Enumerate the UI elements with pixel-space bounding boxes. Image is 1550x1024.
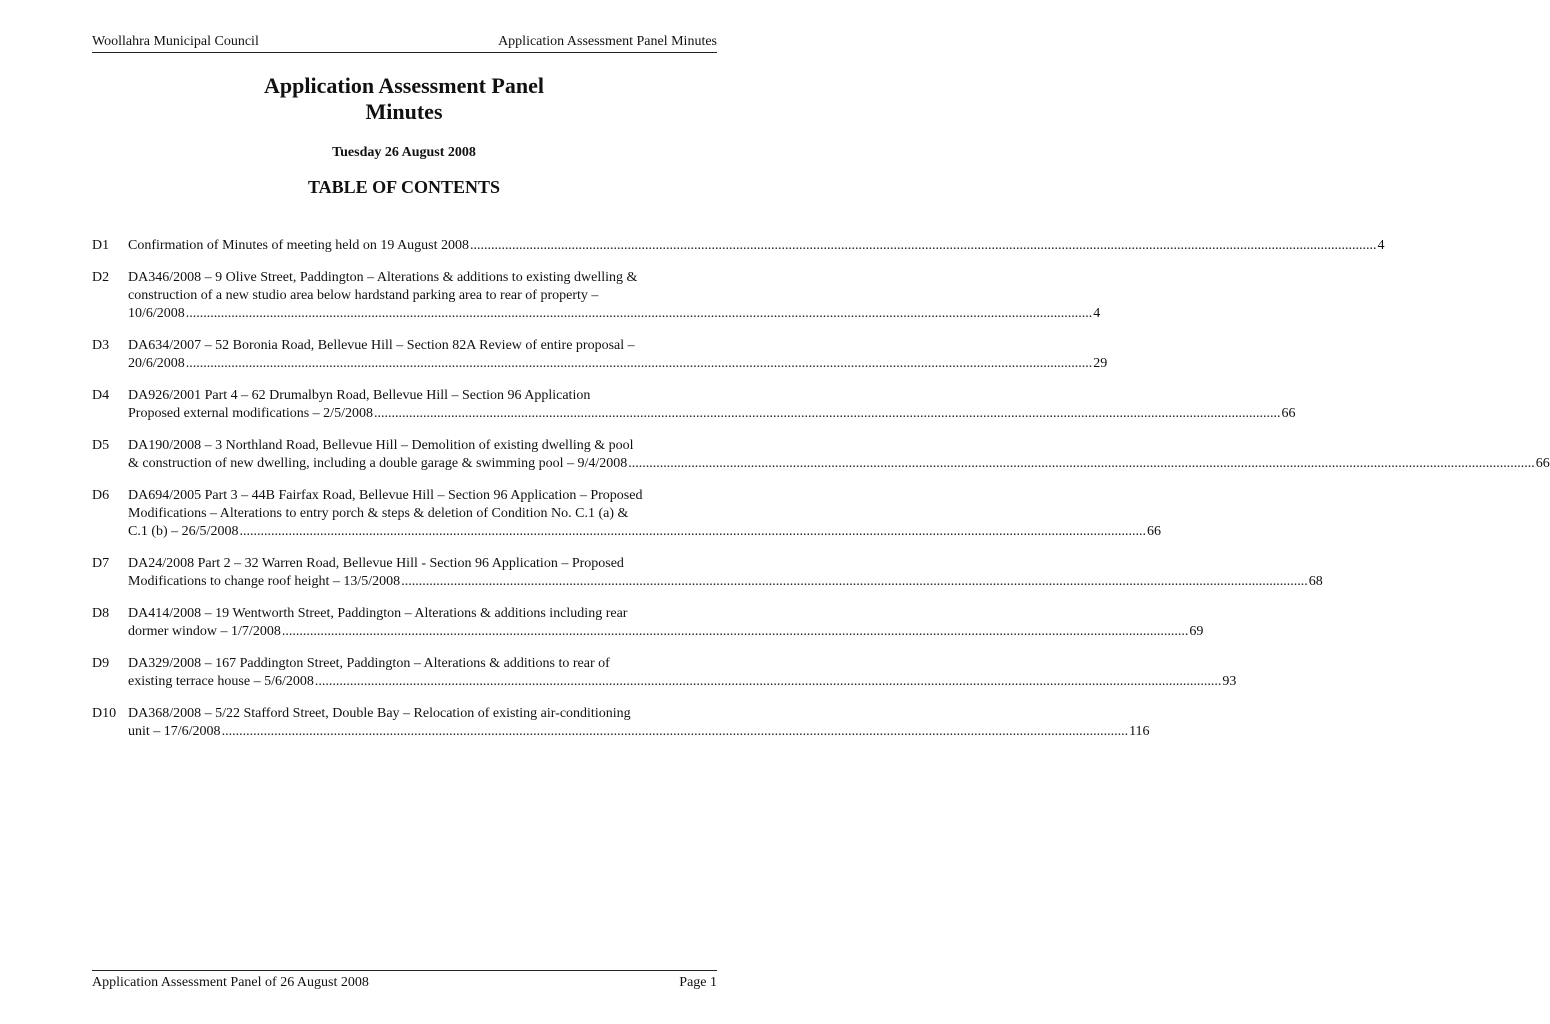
toc-entry[interactable] [92, 337, 1108, 373]
page-number: Page 1 [679, 975, 717, 990]
document-title [0, 73, 808, 125]
toc-entry[interactable] [92, 269, 1101, 323]
toc-entry-code: D10 [92, 706, 117, 721]
toc-entry-code: D8 [92, 606, 110, 621]
toc-entry-last-text: dormer window – 1/7/2008 [128, 624, 281, 639]
toc-entry-line: Modifications – Alterations to entry porch & steps & deletion of Condition No. C.1 (a) & [128, 506, 629, 521]
toc-entry-page-number: 93 [1222, 674, 1237, 689]
page-footer [92, 970, 717, 991]
dot-leader [628, 455, 1535, 473]
toc-entry-line: DA346/2008 – 9 Olive Street, Paddington – Alterations & additions to existing dwelling & [128, 270, 638, 285]
toc-entry-last-line [128, 455, 1550, 473]
toc-entry-line: DA190/2008 – 3 Northland Road, Bellevue Hill – Demolition of existing dwelling & pool [128, 438, 634, 453]
header-document-title: Application Assessment Panel Minutes [498, 34, 717, 49]
dot-leader [222, 723, 1129, 741]
toc-entry-code: D9 [92, 656, 110, 671]
dot-leader [186, 305, 1093, 323]
toc-entry-code: D5 [92, 438, 110, 453]
title-line-2: Minutes [365, 99, 443, 124]
page-header [92, 34, 717, 53]
dot-leader [401, 573, 1308, 591]
dot-leader [186, 355, 1093, 373]
toc-entry-last-line [128, 523, 1161, 541]
toc-entry[interactable] [92, 437, 1550, 473]
toc-entry-page-number: 66 [1281, 406, 1296, 421]
toc-entry-text [128, 387, 1295, 423]
meeting-date: Tuesday 26 August 2008 [332, 145, 476, 160]
dot-leader [282, 623, 1189, 641]
toc-entry[interactable] [92, 387, 1296, 423]
title-line-1: Application Assessment Panel [264, 73, 544, 98]
toc-entry-code: D4 [92, 388, 110, 403]
toc-entry-last-line [128, 305, 1100, 323]
toc-entry-page-number: 29 [1093, 356, 1108, 371]
toc-entry-last-text: Confirmation of Minutes of meeting held on 19 August 2008 [128, 238, 470, 253]
toc-entry-text [128, 437, 1550, 473]
toc-entry-text [128, 655, 1236, 691]
toc-entry-line: DA368/2008 – 5/22 Stafford Street, Double Bay – Relocation of existing air-conditioning [128, 706, 631, 721]
toc-entry-last-line [128, 723, 1150, 741]
toc-entry-page-number: 116 [1129, 724, 1150, 739]
toc-entry-line: DA414/2008 – 19 Wentworth Street, Paddington – Alterations & additions including rear [128, 606, 628, 621]
toc-entry-code: D7 [92, 556, 110, 571]
toc-entry-last-text: 20/6/2008 [128, 356, 185, 371]
dot-leader [374, 405, 1281, 423]
dot-leader [470, 237, 1377, 255]
toc-entry-line: DA926/2001 Part 4 – 62 Drumalbyn Road, Bellevue Hill – Section 96 Application [128, 388, 591, 403]
table-of-contents [92, 237, 1550, 741]
toc-entry-line: DA24/2008 Part 2 – 32 Warren Road, Bellevue Hill - Section 96 Application – Proposed [128, 556, 624, 571]
header-organisation: Woollahra Municipal Council [92, 34, 259, 49]
toc-entry[interactable] [92, 555, 1323, 591]
toc-entry[interactable] [92, 605, 1204, 641]
toc-entry-last-text: C.1 (b) – 26/5/2008 [128, 524, 239, 539]
toc-entry-last-line [128, 355, 1107, 373]
toc-entry-last-text: & construction of new dwelling, including a double garage & swimming pool – 9/4/2008 [128, 456, 628, 471]
toc-entry-page-number: 4 [1377, 238, 1385, 253]
toc-entry[interactable] [92, 655, 1237, 691]
toc-entry-page-number: 68 [1308, 574, 1323, 589]
toc-entry-text [128, 487, 1161, 541]
toc-entry-last-text: existing terrace house – 5/6/2008 [128, 674, 314, 689]
toc-entry-last-line [128, 405, 1295, 423]
toc-entry-code: D2 [92, 270, 110, 285]
toc-entry-last-text: Modifications to change roof height – 13/5/2008 [128, 574, 401, 589]
toc-entry-page-number: 66 [1146, 524, 1161, 539]
toc-entry-text [128, 705, 1150, 741]
toc-entry-code: D6 [92, 488, 110, 503]
toc-entry-page-number: 4 [1093, 306, 1101, 321]
toc-entry-last-line [128, 673, 1236, 691]
toc-entry-code: D3 [92, 338, 110, 353]
toc-entry-page-number: 69 [1189, 624, 1204, 639]
dot-leader [239, 523, 1146, 541]
toc-entry-text [128, 555, 1323, 591]
toc-entry-text [128, 337, 1107, 373]
dot-leader [315, 673, 1222, 691]
toc-entry-last-line [128, 237, 1385, 255]
toc-entry-text [128, 237, 1385, 255]
toc-entry-last-line [128, 623, 1203, 641]
toc-entry[interactable] [92, 487, 1161, 541]
toc-entry[interactable] [92, 237, 1385, 255]
toc-entry-last-line [128, 573, 1323, 591]
toc-entry-line: DA694/2005 Part 3 – 44B Fairfax Road, Bellevue Hill – Section 96 Application – Proposed [128, 488, 643, 503]
toc-entry-last-text: Proposed external modifications – 2/5/2008 [128, 406, 373, 421]
footer-meeting: Application Assessment Panel of 26 August 2008 [92, 975, 369, 990]
toc-entry-line: construction of a new studio area below hardstand parking area to rear of property – [128, 288, 599, 303]
toc-entry-code: D1 [92, 238, 110, 253]
toc-entry-last-text: unit – 17/6/2008 [128, 724, 221, 739]
toc-entry[interactable] [92, 705, 1150, 741]
toc-entry-line: DA329/2008 – 167 Paddington Street, Paddington – Alterations & additions to rear of [128, 656, 610, 671]
toc-heading: TABLE OF CONTENTS [307, 177, 501, 197]
toc-entry-line: DA634/2007 – 52 Boronia Road, Bellevue Hill – Section 82A Review of entire proposal – [128, 338, 635, 353]
toc-entry-text [128, 605, 1203, 641]
toc-entry-last-text: 10/6/2008 [128, 306, 185, 321]
toc-entry-page-number: 66 [1535, 456, 1550, 471]
toc-entry-text [128, 269, 1100, 323]
